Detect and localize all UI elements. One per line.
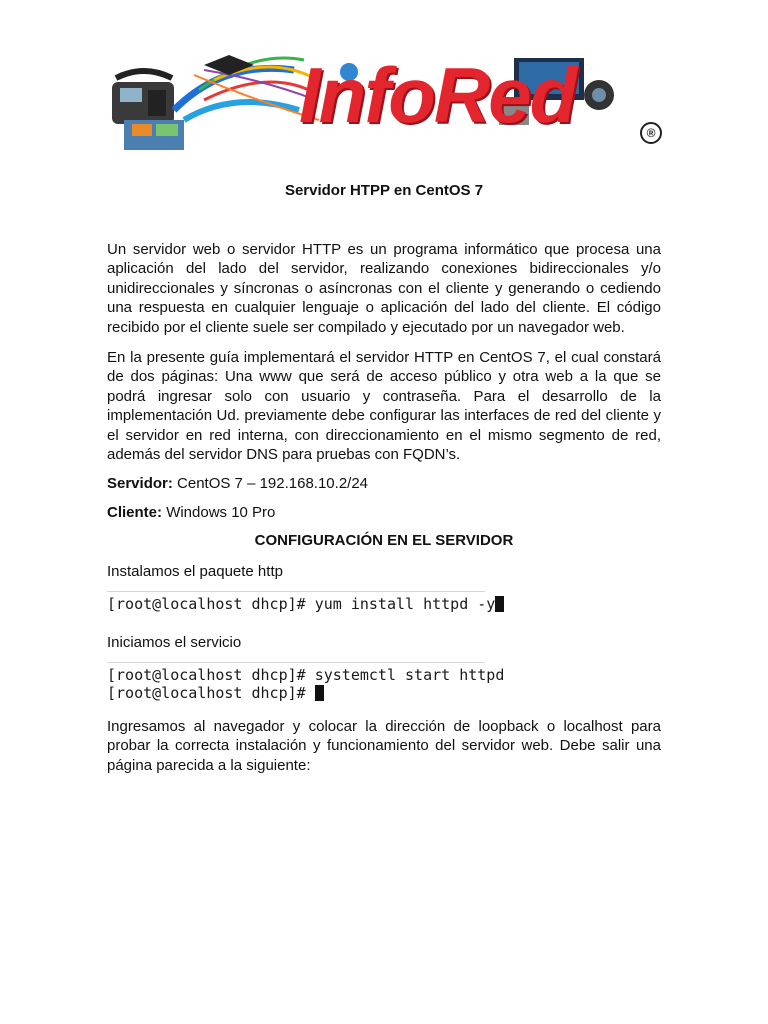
registered-trademark-icon: ® [640,122,662,144]
client-label: Cliente: [107,504,163,521]
section-heading: CONFIGURACIÓN EN EL SERVIDOR [254,532,514,549]
step1-text: Instalamos el paquete http [107,563,283,580]
intro-paragraph: Un servidor web o servidor HTTP es un programa informático que procesa una aplicación del lado del servidor, realizando conexiones bidireccionales y/o unidireccionales y síncronas o asíncronas con el cliente y generando o cediendo una respuesta en cualquier lenguaje o aplicación del lado del cliente. El código recibido por el cliente suele ser compilado y ejecutado por un navegador web. [107,241,661,336]
client-value: Windows 10 Pro [166,504,276,521]
terminal-install [107,591,496,613]
closing-paragraph: Ingresamos al navegador y colocar la dirección de loopback o localhost para probar la correcta instalación y funcionamiento del servidor web. Debe salir una página parecida a la siguiente: [107,718,661,774]
guide-paragraph: En la presente guía implementará el servidor HTTP en CentOS 7, el cual constará de dos páginas: Una www que será de acceso público y otra web a la que se podrá ingresar solo con usuario y contraseña. Para el desarrollo de la implementación Ud. previamente debe configurar las interfaces de red del cliente y el servidor en red interna, con direccionamiento en el mismo segmento de red, además del servidor DNS para pruebas con FQDN’s. [107,349,661,464]
server-label: Servidor: [107,475,173,492]
terminal-start-service [107,662,505,702]
server-value: CentOS 7 – 192.168.10.2/24 [177,475,369,492]
terminal-cursor-icon [495,596,504,612]
server-line [107,474,661,493]
terminal-install-command: [root@localhost dhcp]# yum install httpd -y [107,595,496,613]
header-banner [104,50,664,158]
document-title: Servidor HTPP en CentOS 7 [284,182,484,199]
brand-logo-wordmark: InfoRed [299,51,576,139]
terminal-start-command: [root@localhost dhcp]# systemctl start httpd [107,666,505,684]
terminal-cursor-icon [315,685,324,701]
client-line [107,503,661,522]
terminal-prompt: [root@localhost dhcp]# [107,684,315,702]
step2-text: Iniciamos el servicio [107,634,242,651]
